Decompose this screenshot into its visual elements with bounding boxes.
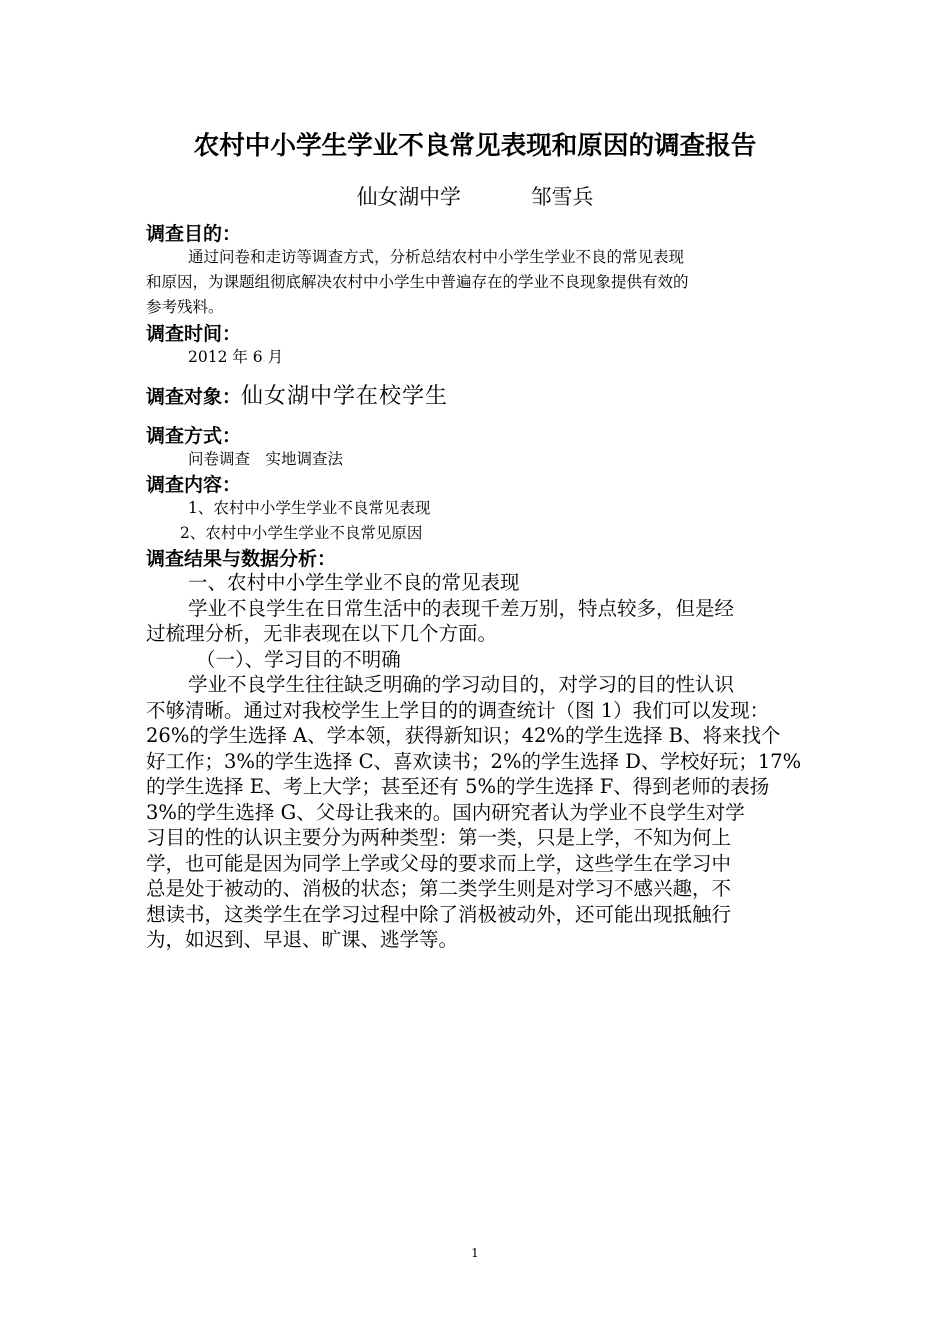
byline <box>0 182 950 212</box>
results-line: 习目的性的认识主要分为两种类型：第一类，只是上学，不知为何上 <box>146 826 732 849</box>
report-title: 农村中小学生学业不良常见表现和原因的调查报告 <box>193 131 757 161</box>
results-line: 想读书，这类学生在学习过程中除了消极被动外，还可能出现抵触行 <box>146 903 732 926</box>
results-line: 26%的学生选择 A、学本领，获得新知识；42%的学生选择 B、将来找个 <box>146 724 781 747</box>
author-name: 邹雪兵 <box>530 185 594 209</box>
results-line: 的学生选择 E、考上大学；甚至还有 5%的学生选择 F、得到老师的表扬 <box>146 775 770 798</box>
results-line: 过梳理分析，无非表现在以下几个方面。 <box>146 622 498 645</box>
results-line: 学业不良学生在日常生活中的表现千差万别，特点较多，但是经 <box>188 597 735 620</box>
content-item: 1、农村中小学生学业不良常见表现 <box>188 499 431 517</box>
results-line: 为，如迟到、早退、旷课、逃学等。 <box>146 928 459 951</box>
time-value: 2012 年 6 月 <box>188 348 284 366</box>
results-line: （一）、学习目的不明确 <box>196 648 401 671</box>
purpose-line: 通过问卷和走访等调查方式，分析总结农村中小学生学业不良的常见表现 <box>188 248 685 266</box>
results-line: 学业不良学生往往缺乏明确的学习动目的，对学习的目的性认识 <box>188 673 735 696</box>
subject-heading <box>146 385 448 409</box>
results-line: 一、农村中小学生学业不良的常见表现 <box>188 571 520 594</box>
school-name: 仙女湖中学 <box>356 185 461 209</box>
results-line: 好工作；3%的学生选择 C、喜欢读书；2%的学生选择 D、学校好玩；17% <box>146 750 802 773</box>
results-line: 3%的学生选择 G、父母让我来的。国内研究者认为学业不良学生对学 <box>146 801 745 824</box>
results-line: 总是处于被动的、消极的状态；第二类学生则是对学习不感兴趣，不 <box>146 877 732 900</box>
method-heading: 调查方式： <box>146 425 242 447</box>
subject-value: 仙女湖中学在校学生 <box>241 384 449 409</box>
purpose-line: 和原因，为课题组彻底解决农村中小学生中普遍存在的学业不良现象提供有效的 <box>146 273 689 291</box>
results-heading: 调查结果与数据分析： <box>146 548 337 570</box>
page-number: 1 <box>471 1246 479 1260</box>
method-value: 问卷调查 实地调查法 <box>188 450 344 468</box>
content-heading: 调查内容： <box>146 474 242 496</box>
purpose-heading: 调查目的： <box>146 223 242 245</box>
content-item: 2、农村中小学生学业不良常见原因 <box>180 524 423 542</box>
results-line: 学，也可能是因为同学上学或父母的要求而上学，这些学生在学习中 <box>146 852 732 875</box>
results-line: 不够清晰。通过对我校学生上学目的的调查统计（图 1）我们可以发现： <box>146 699 770 722</box>
time-heading: 调查时间： <box>146 323 242 345</box>
subject-heading-label: 调查对象： <box>146 386 242 408</box>
purpose-line: 参考残料。 <box>146 298 224 316</box>
